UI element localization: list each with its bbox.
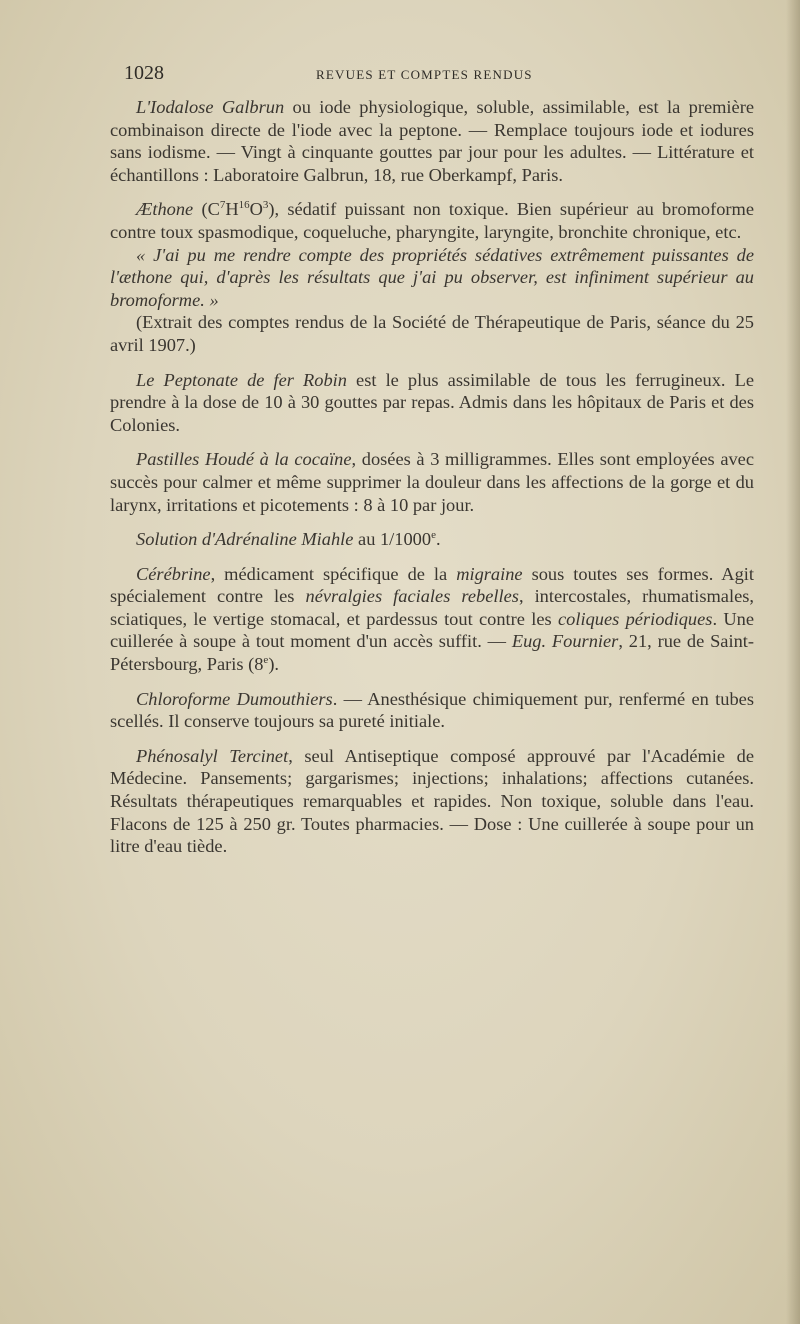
paragraph-aethone bbox=[110, 198, 754, 243]
superscript: e bbox=[431, 528, 436, 541]
paragraph-text: au 1/1000 bbox=[353, 529, 432, 550]
product-title: Phénosalyl Tercinet bbox=[136, 745, 289, 766]
running-head: REVUES ET COMPTES RENDUS bbox=[316, 67, 533, 82]
paragraph-text: , 21, rue de Saint-Pétersbourg, Paris (8 bbox=[110, 631, 755, 675]
paragraph-text: . — Anesthésique chimiquement pur, renfermé en tubes scellés. Il conserve toujours sa pureté initiale. bbox=[110, 688, 754, 732]
emphasis: Eug. Fournier bbox=[511, 631, 619, 652]
paragraph-text: , seul Antiseptique composé approuvé par l'Académie de Médecine. Pansements; gargarismes; injections; inhalations; affections cutanées. Résultats thérapeutiques remarquables et rapides. Non toxique, soluble dans l'eau. Flacons de 125 à 250 gr. Toutes pharmacies. — Dose : Une cuillerée à soupe pour un litre d'eau tiède. bbox=[110, 745, 754, 857]
product-title: Cérébrine bbox=[136, 563, 211, 584]
paragraph-iodalose bbox=[110, 96, 754, 186]
paragraph-pastilles bbox=[110, 448, 754, 516]
paragraph-text: ou iode physiologique, soluble, assimilable, est la première combinaison directe de l'iode avec la peptone. — Remplace toujours iode et iodures sans iodisme. — Vingt à cinquante gouttes par jour pour les adultes. — Littérature et échantillons : Laboratoire Galbrun, 18, rue Oberkampf, Paris. bbox=[110, 97, 754, 185]
emphasis: névralgies faciales rebelles bbox=[305, 586, 519, 607]
paragraph-text: . Une cuillerée à soupe à tout moment d'un accès suffit. — bbox=[110, 608, 754, 652]
product-title: Pastilles Houdé à la cocaïne bbox=[136, 449, 352, 470]
formula-superscript: 3 bbox=[262, 199, 269, 212]
paragraph-text: ), sédatif puissant non toxique. Bien supérieur au bromoforme contre toux spasmodique, coqueluche, pharyngite, laryngite, bronchite chronique, etc. bbox=[110, 199, 754, 242]
superscript: e bbox=[263, 653, 269, 666]
article-body bbox=[110, 96, 754, 870]
aethone-quote: « J'ai pu me rendre compte des propriétés sédatives extrêmement puissantes de l'æthone qui, d'après les résultats que j'ai pu observer, est infiniment supérieur au bromoforme. » bbox=[110, 244, 754, 310]
paragraph-text: ). bbox=[268, 654, 280, 675]
paragraph-text: . bbox=[435, 529, 441, 550]
formula-superscript: 16 bbox=[238, 199, 250, 212]
paragraph-chloroforme bbox=[110, 688, 754, 733]
formula-part: H bbox=[225, 199, 239, 220]
paragraph-text: , dosées à 3 milligrammes. Elles sont employées avec succès pour calmer et même supprimer la douleur dans les affections de la gorge et du larynx, irritations et picotements : 8 à 10 par jour. bbox=[110, 449, 755, 515]
formula-part: (C bbox=[193, 199, 220, 220]
page-header bbox=[124, 62, 744, 92]
paragraph-peptonate bbox=[110, 369, 754, 437]
paragraph-text: , médicament spécifique de la bbox=[210, 563, 457, 584]
paragraph-phenosalyl bbox=[110, 745, 754, 858]
aethone-source: (Extrait des comptes rendus de la Société de Thérapeutique de Paris, séance du 25 avril 1907.) bbox=[110, 312, 754, 355]
page-number: 1028 bbox=[124, 62, 164, 84]
formula-superscript: 7 bbox=[219, 199, 226, 212]
emphasis: coliques périodiques bbox=[558, 608, 713, 629]
product-title: L'Iodalose Galbrun bbox=[136, 97, 285, 117]
product-title: Æthone bbox=[136, 199, 194, 220]
paragraph-adrenaline bbox=[110, 528, 754, 551]
product-title: Solution d'Adrénaline Miahle bbox=[136, 529, 354, 550]
formula-part: O bbox=[249, 199, 263, 220]
product-title: Le Peptonate de fer Robin bbox=[136, 369, 347, 390]
paragraph-cerebrine bbox=[110, 563, 754, 676]
paragraph-text: , intercostales, rhumatismales, sciatiques, le vertige stomacal, et pardessus tout contre les bbox=[110, 586, 754, 629]
emphasis: migraine bbox=[456, 563, 523, 584]
paragraph-text: est le plus assimilable de tous les ferrugineux. Le prendre à la dose de 10 à 30 gouttes par repas. Admis dans les hôpitaux de Paris et des Colonies. bbox=[110, 369, 754, 435]
product-title: Chloroforme Dumouthiers bbox=[136, 688, 333, 709]
paragraph-text: sous toutes ses formes. Agit spécialement contre les bbox=[110, 563, 754, 607]
